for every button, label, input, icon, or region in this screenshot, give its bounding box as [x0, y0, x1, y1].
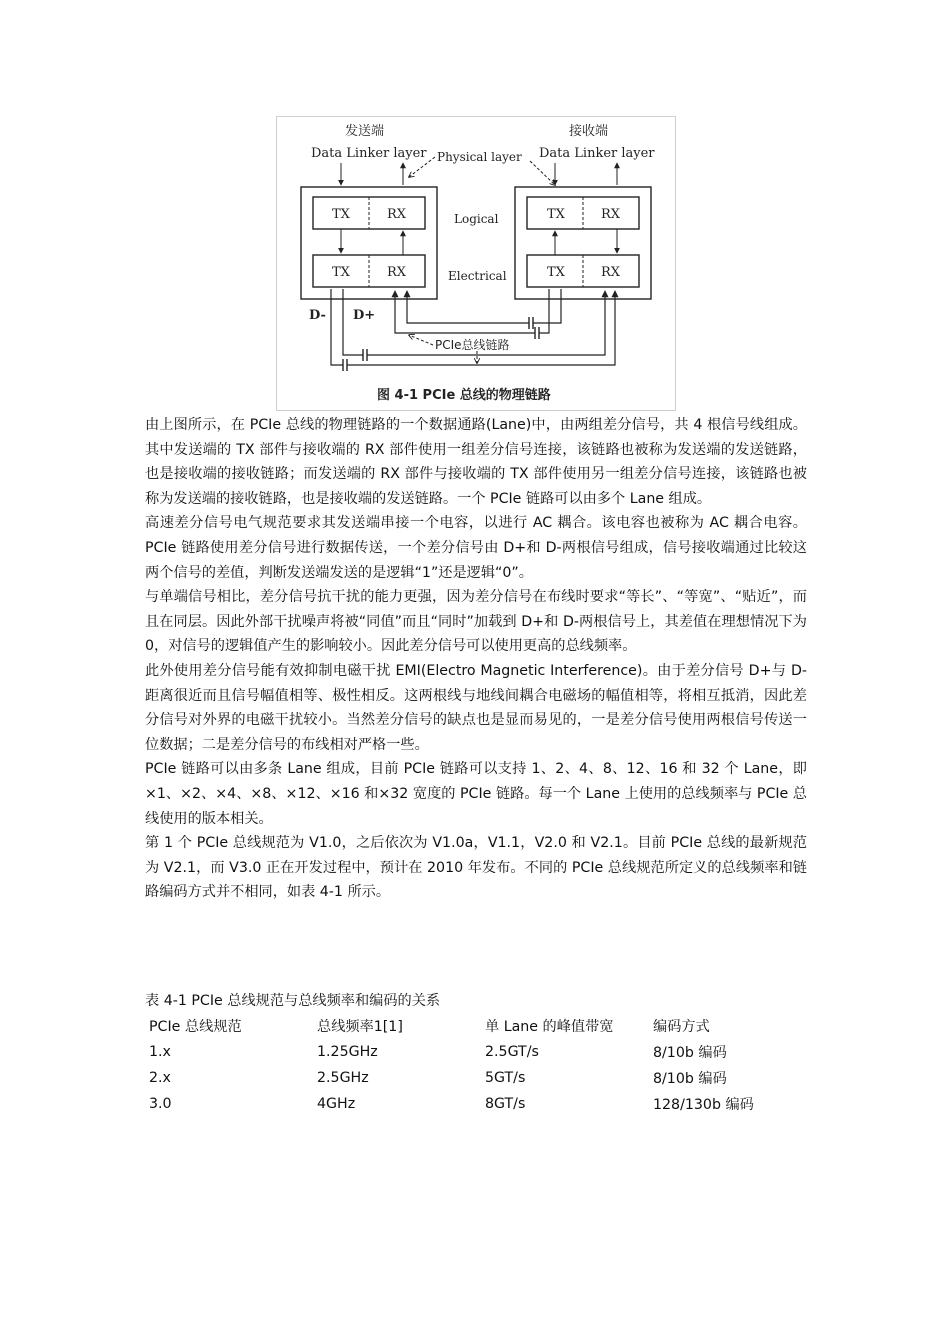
table-cell: 4GHz: [317, 1096, 356, 1112]
table-header-cell: 单 Lane 的峰值带宽: [485, 1019, 614, 1035]
table-cell: 8GT/s: [485, 1096, 526, 1112]
rx-logical-tx: TX: [547, 207, 565, 222]
table-cell: 2.5GT/s: [485, 1044, 539, 1060]
table-cell: 2.x: [149, 1070, 171, 1086]
tx-electrical-rx: RX: [387, 265, 407, 280]
rx-logical-rx: RX: [601, 207, 621, 222]
paragraph: PCIe 链路可以由多条 Lane 组成，目前 PCIe 链路可以支持 1、2、4、8、12、16 和 32 个 Lane，即×1、×2、×4、×8、×12、×16 和×32 宽度的 PCIe 链路。每一个 Lane 上使用的总线频率与 PCIe 总线使用的版本相关。: [145, 761, 807, 827]
body-text: [145, 413, 807, 905]
physical-pointer-right: [530, 161, 555, 185]
table-cell: 128/130b 编码: [653, 1097, 754, 1113]
table-cell: 5GT/s: [485, 1070, 526, 1086]
table-cell: 8/10b 编码: [653, 1071, 727, 1087]
figure-caption: 图 4-1 PCIe 总线的物理链路: [377, 388, 551, 403]
pcie-link-diagram: [277, 117, 675, 410]
table-header-row: [145, 1013, 823, 1039]
table-caption: 表 4-1 PCIe 总线规范与总线频率和编码的关系: [145, 993, 441, 1009]
table-cell: 1.x: [149, 1044, 171, 1060]
table-header-cell: 编码方式: [653, 1019, 710, 1035]
rx-electrical-rx: RX: [601, 265, 621, 280]
d-plus-label: D+: [353, 308, 376, 323]
data-linker-right-label: Data Linker layer: [539, 146, 655, 161]
rx-side-label: 接收端: [569, 124, 609, 139]
logical-label: Logical: [454, 212, 499, 226]
pcie-physical-link-figure: [276, 116, 676, 411]
pcie-link-label: PCIe总线链路: [435, 338, 510, 352]
paragraph: 由上图所示，在 PCIe 总线的物理链路的一个数据通路(Lane)中，由两组差分信号，共 4 根信号线组成。其中发送端的 TX 部件与接收端的 RX 部件使用一组差分信号连接，该链路也被称为发送端的发送链路，也是接收端的接收链路；而发送端的 RX 部件与接收端的 TX 部件使用另一组差分信号连接，该链路也被称为发送端的接收链路，也是接收端的发送链路。一个 PCIe 链路可以由多个 Lane 组成。: [145, 417, 807, 507]
data-linker-left-label: Data Linker layer: [311, 146, 427, 161]
table-header-cell: 总线频率1[1]: [317, 1019, 403, 1035]
table-cell: 3.0: [149, 1096, 172, 1112]
table-row: [145, 1091, 823, 1117]
electrical-label: Electrical: [448, 269, 507, 283]
tx-logical-tx: TX: [332, 207, 350, 222]
paragraph: 高速差分信号电气规范要求其发送端串接一个电容，以进行 AC 耦合。该电容也被称为 AC 耦合电容。PCIe 链路使用差分信号进行数据传送，一个差分信号由 D+和 D-两根信号组成，信号接收端通过比较这两个信号的差值，判断发送端发送的是逻辑“1”还是逻辑“0”。: [145, 515, 807, 581]
table-cell: 1.25GHz: [317, 1044, 378, 1060]
paragraph: 此外使用差分信号能有效抑制电磁干扰 EMI(Electro Magnetic Interference)。由于差分信号 D+与 D-距离很近而且信号幅值相等、极性相反。这两根线与地线间耦合电磁场的幅值相等，将相互抵消，因此差分信号对外界的电磁干扰较小。当然差分信号的缺点也是显而易见的，一是差分信号使用两根信号传送一位数据；二是差分信号的布线相对严格一些。: [145, 662, 807, 753]
paragraph: 与单端信号相比，差分信号抗干扰的能力更强，因为差分信号在布线时要求“等长”、“等宽”、“贴近”，而且在同层。因此外部干扰噪声将被“同值”而且“同时”加载到 D+和 D-两根信号上，其差值在理想情况下为 0，对信号的逻辑值产生的影响较小。因此差分信号可以使用更高的总线频率。: [145, 589, 807, 655]
d-minus-label: D-: [309, 308, 326, 323]
table-header-cell: PCIe 总线规范: [149, 1019, 242, 1035]
table-cell: 2.5GHz: [317, 1070, 369, 1086]
paragraph: 第 1 个 PCIe 总线规范为 V1.0，之后依次为 V1.0a，V1.1，V2.0 和 V2.1。目前 PCIe 总线的最新规范为 V2.1，而 V3.0 正在开发过程中，预计在 2010 年发布。不同的 PCIe 总线规范所定义的总线频率和链路编码方式并不相同，如表 4-1 所示。: [145, 835, 807, 901]
table-cell: 8/10b 编码: [653, 1045, 727, 1061]
table-row: [145, 1039, 823, 1065]
tx-side-label: 发送端: [345, 124, 385, 139]
table-row: [145, 1065, 823, 1091]
tx-logical-rx: RX: [387, 207, 407, 222]
rx-electrical-tx: TX: [547, 265, 565, 280]
pcie-spec-table: [145, 1013, 823, 1117]
tx-electrical-tx: TX: [332, 265, 350, 280]
physical-layer-label: Physical layer: [437, 150, 522, 164]
